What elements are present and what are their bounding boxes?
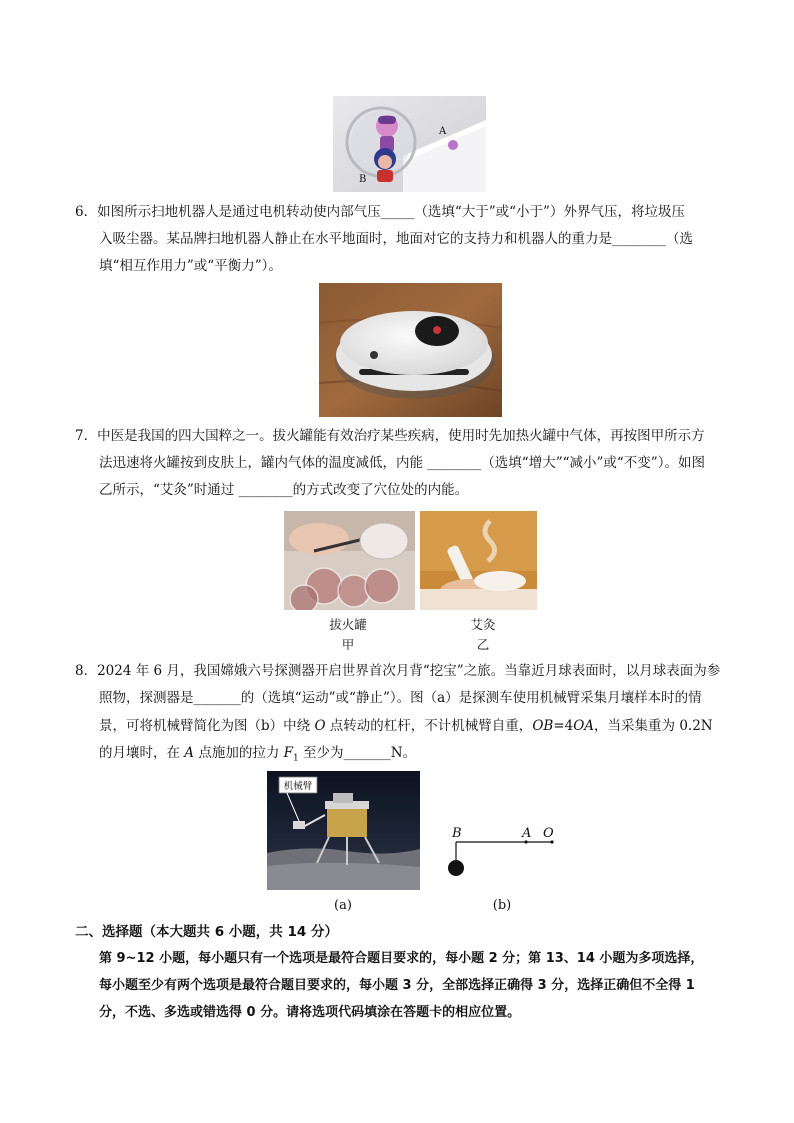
robot-vacuum-illustration — [319, 283, 502, 417]
q7-line-1: 7．中医是我国的四大国粹之一。拔火罐能有效治疗某些疾病，使用时先加热火罐中气体，再按图甲所示方 — [75, 428, 705, 444]
var-a: A — [184, 745, 195, 761]
q7-line-3: 乙所示，“艾灸”时通过 ________的方式改变了穴位处的内能。 — [99, 482, 469, 498]
q8-line-4-part: 的月壤时，在 — [99, 745, 185, 761]
var-f: F — [283, 745, 294, 761]
q8-line-3-part: ，当采集重为 0.2N — [594, 718, 713, 734]
q6-line-1: 6．如图所示扫地机器人是通过电机转动使内部气压_____（选填“大于”或“小于”）外界气压，将垃圾压 — [75, 204, 685, 220]
q8-line-3-part: =4 — [553, 718, 574, 734]
moxibustion-photo — [420, 511, 537, 610]
label-b: B — [359, 174, 367, 185]
moxibustion-illustration — [420, 511, 537, 610]
lever-svg — [440, 820, 560, 880]
robot-vacuum-photo — [319, 283, 502, 417]
figure-b-caption: (b) — [492, 898, 512, 913]
lever-diagram — [440, 820, 560, 880]
moxibustion-caption-tag: 乙 — [476, 637, 490, 652]
lunar-lander-illustration — [267, 771, 420, 890]
doll-mirror-photo — [333, 96, 486, 192]
arm-tag: 机械臂 — [283, 781, 313, 792]
doll-mirror-illustration — [333, 96, 486, 192]
cupping-photo — [284, 511, 415, 610]
q8-line-3 — [99, 716, 713, 736]
section-2-rule-3: 分，不选、多选或错选得 0 分。请将选项代码填涂在答题卡的相应位置。 — [99, 1005, 521, 1020]
moxibustion-caption: 艾灸 — [470, 617, 496, 632]
cupping-illustration — [284, 511, 415, 610]
var-oa: OA — [573, 718, 595, 734]
lever-label-b: B — [452, 826, 462, 841]
q8-line-3-part: 点转动的杠杆，不计机械臂自重， — [325, 718, 533, 734]
q8-line-3-part: 景，可将机械臂简化为图（b）中绕 — [99, 718, 315, 734]
q8-line-4 — [99, 743, 416, 769]
lever-label-o: O — [543, 826, 554, 841]
q6-line-3: 填“相互作用力”或“平衡力”）。 — [99, 258, 282, 274]
lunar-lander-photo — [267, 771, 420, 890]
var-f-sub: 1 — [293, 753, 299, 764]
q7-line-2: 法迅速将火罐按到皮肤上，罐内气体的温度减低，内能 ________（选填“增大”“减小”或“不变”）。如图 — [99, 455, 705, 471]
label-a: A — [439, 126, 447, 137]
lever-label-a: A — [522, 826, 532, 841]
load-weight — [448, 860, 464, 876]
section-2-rule-2: 每小题至少有两个选项是最符合题目要求的，每小题 3 分，全部选择正确得 3 分，选择正确但不全得 1 — [99, 978, 695, 993]
q8-line-1: 8．2024 年 6 月，我国嫦娥六号探测器开启世界首次月背“挖宝”之旅。当靠近月球表面时，以月球表面为参 — [75, 663, 721, 679]
cupping-caption: 拔火罐 — [329, 617, 367, 632]
cupping-caption-tag: 甲 — [341, 637, 355, 652]
section-2-rule-1: 第 9~12 小题，每小题只有一个选项是最符合题目要求的，每小题 2 分；第 13、14 小题为多项选择， — [99, 951, 704, 966]
q8-line-4-part: 点施加的拉力 — [194, 745, 284, 761]
figure-a-caption: (a) — [334, 898, 352, 913]
q8-line-4-part: 至少为_______N。 — [298, 745, 417, 761]
var-ob: OB — [532, 718, 554, 734]
section-2-title: 二、选择题（本大题共 6 小题，共 14 分） — [75, 924, 338, 940]
q6-line-2: 入吸尘器。某品牌扫地机器人静止在水平地面时，地面对它的支持力和机器人的重力是________（选 — [99, 231, 693, 247]
q8-line-2: 照物，探测器是_______的（选填“运动”或“静止”）。图（a）是探测车使用机械臂采集月壤样本时的情 — [99, 690, 702, 706]
var-o: O — [314, 718, 326, 734]
